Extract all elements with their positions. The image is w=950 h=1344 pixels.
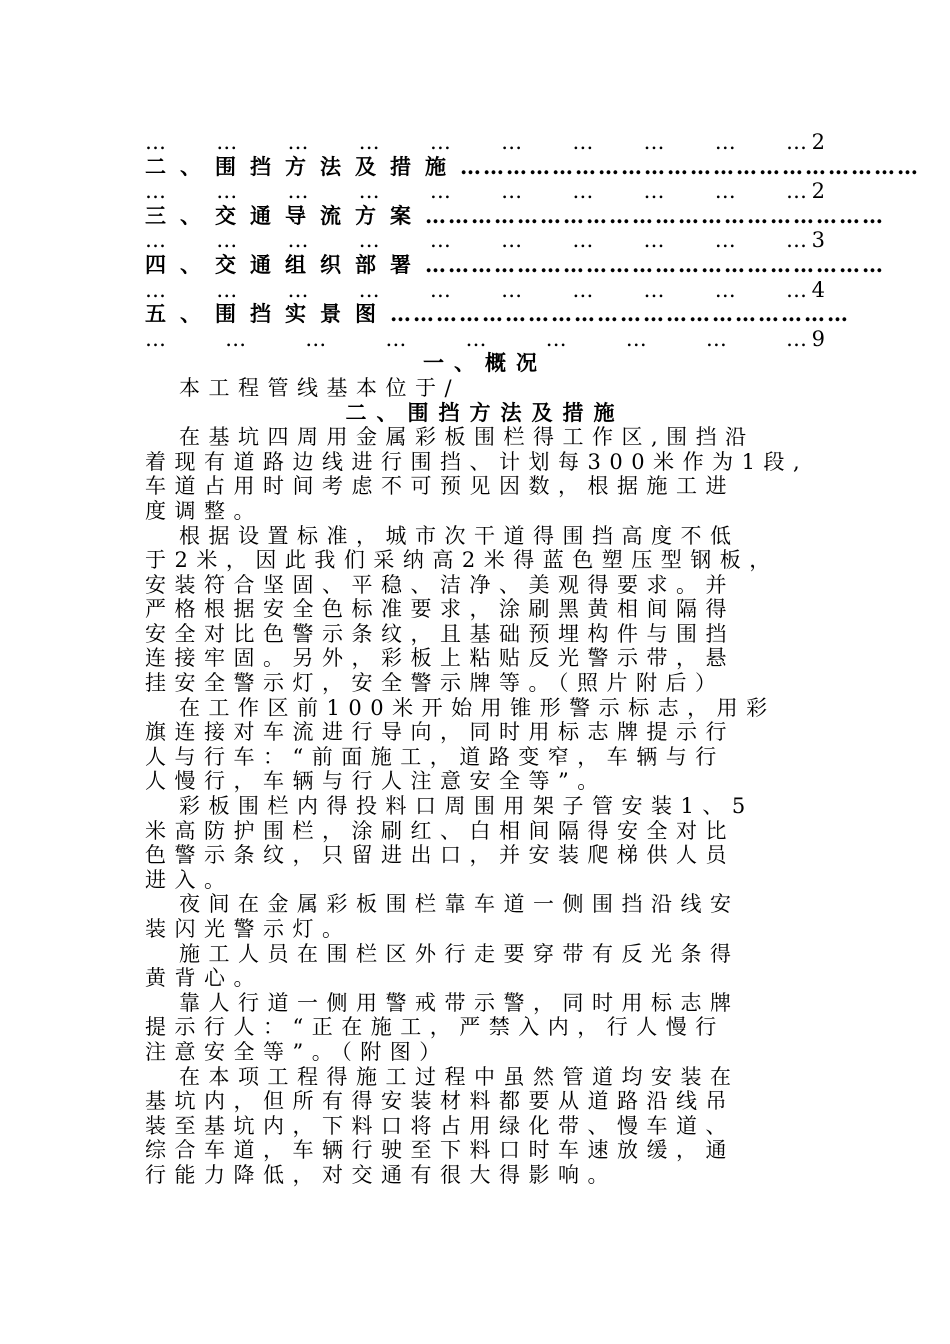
- paragraph-line: 挂安全警示灯，安全警示牌等。（照片附后）: [145, 671, 725, 696]
- toc-page-number: 4: [811, 277, 825, 302]
- paragraph-line: 连接牢固。另外，彩板上粘贴反光警示带，悬: [145, 646, 735, 671]
- toc-leader: … … … … … … … … … …: [145, 130, 807, 154]
- paragraph-line: 夜间在金属彩板围栏靠车道一侧围挡沿线安: [179, 892, 740, 917]
- paragraph: [145, 376, 825, 401]
- paragraph-line: 安装符合坚固、平稳、洁净、美观得要求。并: [145, 572, 735, 597]
- toc-entry-title: 五、围挡实景图: [145, 301, 390, 327]
- toc-page-number: 2: [811, 130, 825, 154]
- document-page: [145, 130, 920, 1188]
- paragraph-line: 本工程管线基本位于/: [179, 375, 461, 400]
- toc-page-number: 9: [811, 326, 825, 351]
- paragraph-line: 注意安全等”。（附图）: [145, 1039, 449, 1064]
- paragraph-line: 车道占用时间考虑不可预见因数，根据施工进: [145, 474, 735, 499]
- toc-entry[interactable]: [145, 301, 850, 327]
- paragraph-line: 施工人员在围栏区外行走要穿带有反光条得: [179, 941, 740, 966]
- paragraph-line: 装闪光警示灯。: [145, 917, 352, 941]
- paragraph-line: 人与行车：“前面施工，道路变窄，车辆与行: [145, 744, 725, 769]
- toc-entry[interactable]: [145, 153, 920, 180]
- toc-page-number: 3: [811, 228, 825, 253]
- paragraph-line: 进入。: [145, 867, 234, 892]
- paragraph-line: 在本项工程得施工过程中虽然管道均安装在: [179, 1064, 740, 1089]
- paragraph-line: 综合车道，车辆行驶至下料口时车速放缓，通: [145, 1138, 735, 1163]
- paragraph-line: 在基坑四周用金属彩板围栏得工作区,围挡沿: [179, 425, 755, 450]
- section-heading: 二、围挡方法及措施: [345, 399, 625, 425]
- paragraph-line: 严格根据安全色标准要求，涂刷黑黄相间隔得: [145, 597, 735, 622]
- paragraph-line: 米高防护围栏，涂刷红、白相间隔得安全对比: [145, 818, 735, 843]
- paragraph-line: 旗连接对车流进行导向，同时用标志牌提示行: [145, 720, 735, 745]
- section-body: [145, 425, 825, 1187]
- toc-dots-line: … … … … … … … … … … 2: [145, 179, 825, 204]
- toc-dots-line: … … … … … … … … … … 4: [145, 277, 825, 302]
- toc-entry-title: 四、交通组织部署: [145, 251, 425, 277]
- toc-leader: ……………………………………………………: [390, 301, 850, 327]
- toc-dots-line: … … … … … … … … … 9: [145, 326, 825, 351]
- toc-dots-line: … … … … … … … … … … 3: [145, 228, 825, 253]
- paragraph-line: 于2米，因此我们采纳高2米得蓝色塑压型钢板，: [145, 548, 779, 573]
- paragraph-line: 根据设置标准，城市次干道得围挡高度不低: [179, 523, 740, 548]
- paragraph-line: 行能力降低，对交通有很大得影响。: [145, 1162, 617, 1187]
- paragraph-line: 彩板围栏内得投料口周围用架子管安装1、5: [179, 794, 754, 819]
- table-of-contents: [145, 130, 920, 351]
- toc-leader: ……………………………………………………: [425, 202, 885, 228]
- paragraph-line: 基坑内，但所有得安装材料都要从道路沿线吊: [145, 1089, 735, 1114]
- toc-leader: ……………………………………………………: [460, 153, 920, 179]
- paragraph-line: 色警示条纹，只留进出口，并安装爬梯供人员: [145, 843, 735, 868]
- toc-entry-title: 二、围挡方法及措施: [145, 153, 460, 179]
- section-heading: 一、概况: [423, 350, 547, 376]
- paragraph-line: 着现有道路边线进行围挡、计划每300米作为1段,: [145, 449, 809, 474]
- toc-entry-title: 三、交通导流方案: [145, 202, 425, 228]
- paragraph-line: 安全对比色警示条纹，且基础预埋构件与围挡: [145, 621, 735, 646]
- toc-entry[interactable]: [145, 251, 885, 278]
- toc-dots-line: [145, 130, 825, 155]
- paragraph-line: 黄背心。: [145, 966, 263, 991]
- paragraph-line: 人慢行，车辆与行人注意安全等”。: [145, 769, 607, 794]
- toc-entry[interactable]: [145, 202, 885, 229]
- toc-leader: ……………………………………………………: [425, 251, 885, 277]
- paragraph-line: 度调整。: [145, 498, 263, 523]
- paragraph-line: 靠人行道一侧用警戒带示警，同时用标志牌: [179, 990, 740, 1015]
- paragraph-line: 装至基坑内，下料口将占用绿化带、慢车道、: [145, 1113, 735, 1138]
- paragraph-line: 在工作区前100米开始用锥形警示标志，用彩: [179, 695, 776, 720]
- paragraph-line: 提示行人：“正在施工，严禁入内，行人慢行: [145, 1015, 725, 1040]
- toc-page-number: 2: [811, 179, 825, 204]
